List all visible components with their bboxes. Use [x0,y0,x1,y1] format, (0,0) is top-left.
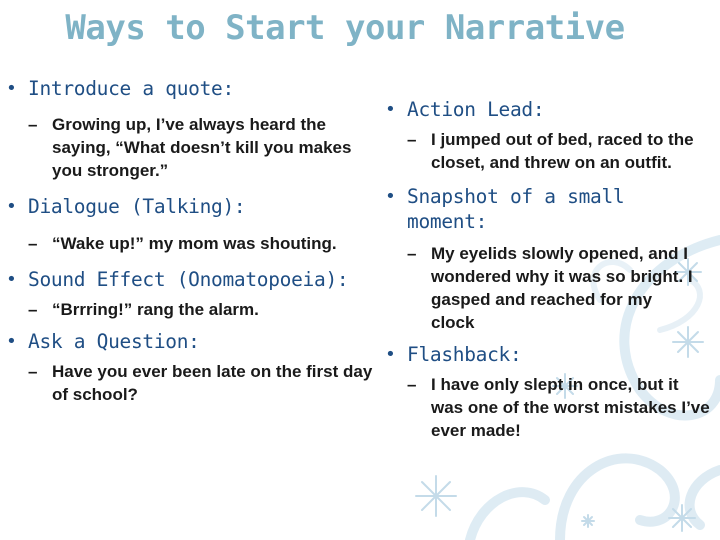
tip-heading: • Action Lead: [383,97,718,122]
tip-example: – “Wake up!” my mom was shouting. [4,232,384,255]
tip-heading: • Flashback: [383,342,718,367]
right-column [383,97,718,442]
tip-heading: • Ask a Question: [4,329,384,354]
tip-heading: • Introduce a quote: [4,76,384,101]
snowflake-icon [582,515,594,527]
tip-heading: • Dialogue (Talking): [4,194,384,219]
tip-item [4,329,384,406]
tip-example: – “Brrring!” rang the alarm. [4,298,384,321]
swirl-ornament [690,470,720,525]
snowflake-icon [416,476,456,516]
tip-example: – I jumped out of bed, raced to the closet, and threw on an outfit. [383,128,718,174]
tip-item [383,184,718,334]
left-column [4,76,384,406]
tip-example: – Growing up, I’ve always heard the saying, “What doesn’t kill you makes you stronger.” [4,113,384,182]
snowflake-icon [669,505,695,531]
tip-item [4,194,384,255]
tip-heading: • Snapshot of a small moment: [383,184,647,234]
tip-example: – My eyelids slowly opened, and I wondered why it was so bright. I gasped and reached for my clock [383,242,693,334]
tip-example: – I have only slept in once, but it was one of the worst mistakes I’ve ever made! [383,373,713,442]
tip-item [383,97,718,174]
slide-title: Ways to Start your Narrative [65,8,625,48]
tip-example: – Have you ever been late on the first day of school? [4,360,384,406]
swirl-ornament [470,492,545,540]
tip-heading: • Sound Effect (Onomatopoeia): [4,267,384,292]
tip-item [4,267,384,321]
tip-item [383,342,718,442]
tip-item [4,76,384,182]
swirl-ornament [560,458,675,540]
